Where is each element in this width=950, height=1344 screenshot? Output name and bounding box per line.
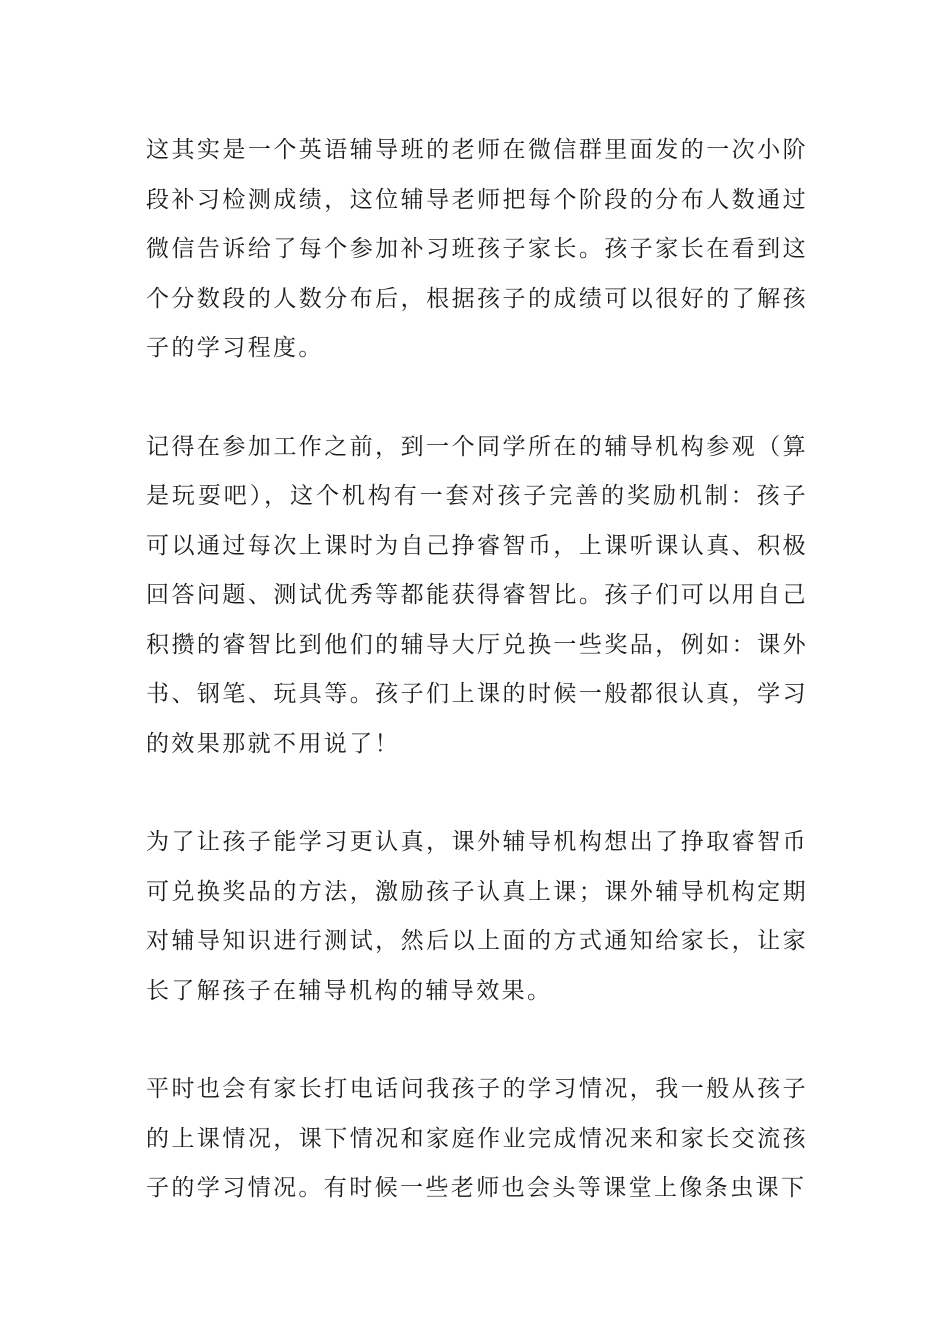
paragraph-3: 为了让孩子能学习更认真，课外辅导机构想出了挣取睿智币可兑换奖品的方法，激励孩子认真上课；课外辅导机构定期对辅导知识进行测试，然后以上面的方式通知给家长，让家长了解孩子在辅导机构的辅导效果。 [146, 829, 808, 1004]
document-body [146, 126, 808, 1213]
paragraph-2: 记得在参加工作之前，到一个同学所在的辅导机构参观（算是玩耍吧），这个机构有一套对孩子完善的奖励机制：孩子可以通过每次上课时为自己挣睿智币，上课听课认真、积极回答问题、测试优秀等都能获得睿智比。孩子们可以用自己积攒的睿智比到他们的辅导大厅兑换一些奖品，例如：课外书、钢笔、玩具等。孩子们上课的时候一般都很认真，学习的效果那就不用说了！ [146, 433, 808, 757]
paragraph-4: 平时也会有家长打电话问我孩子的学习情况，我一般从孩子的上课情况，课下情况和家庭作业完成情况来和家长交流孩子的学习情况。有时候一些老师也会头等课堂上像条虫课下 [146, 1076, 808, 1201]
paragraph-1: 这其实是一个英语辅导班的老师在微信群里面发的一次小阶段补习检测成绩，这位辅导老师把每个阶段的分布人数通过微信告诉给了每个参加补习班孩子家长。孩子家长在看到这个分数段的人数分布后，根据孩子的成绩可以很好的了解孩子的学习程度。 [146, 137, 808, 361]
